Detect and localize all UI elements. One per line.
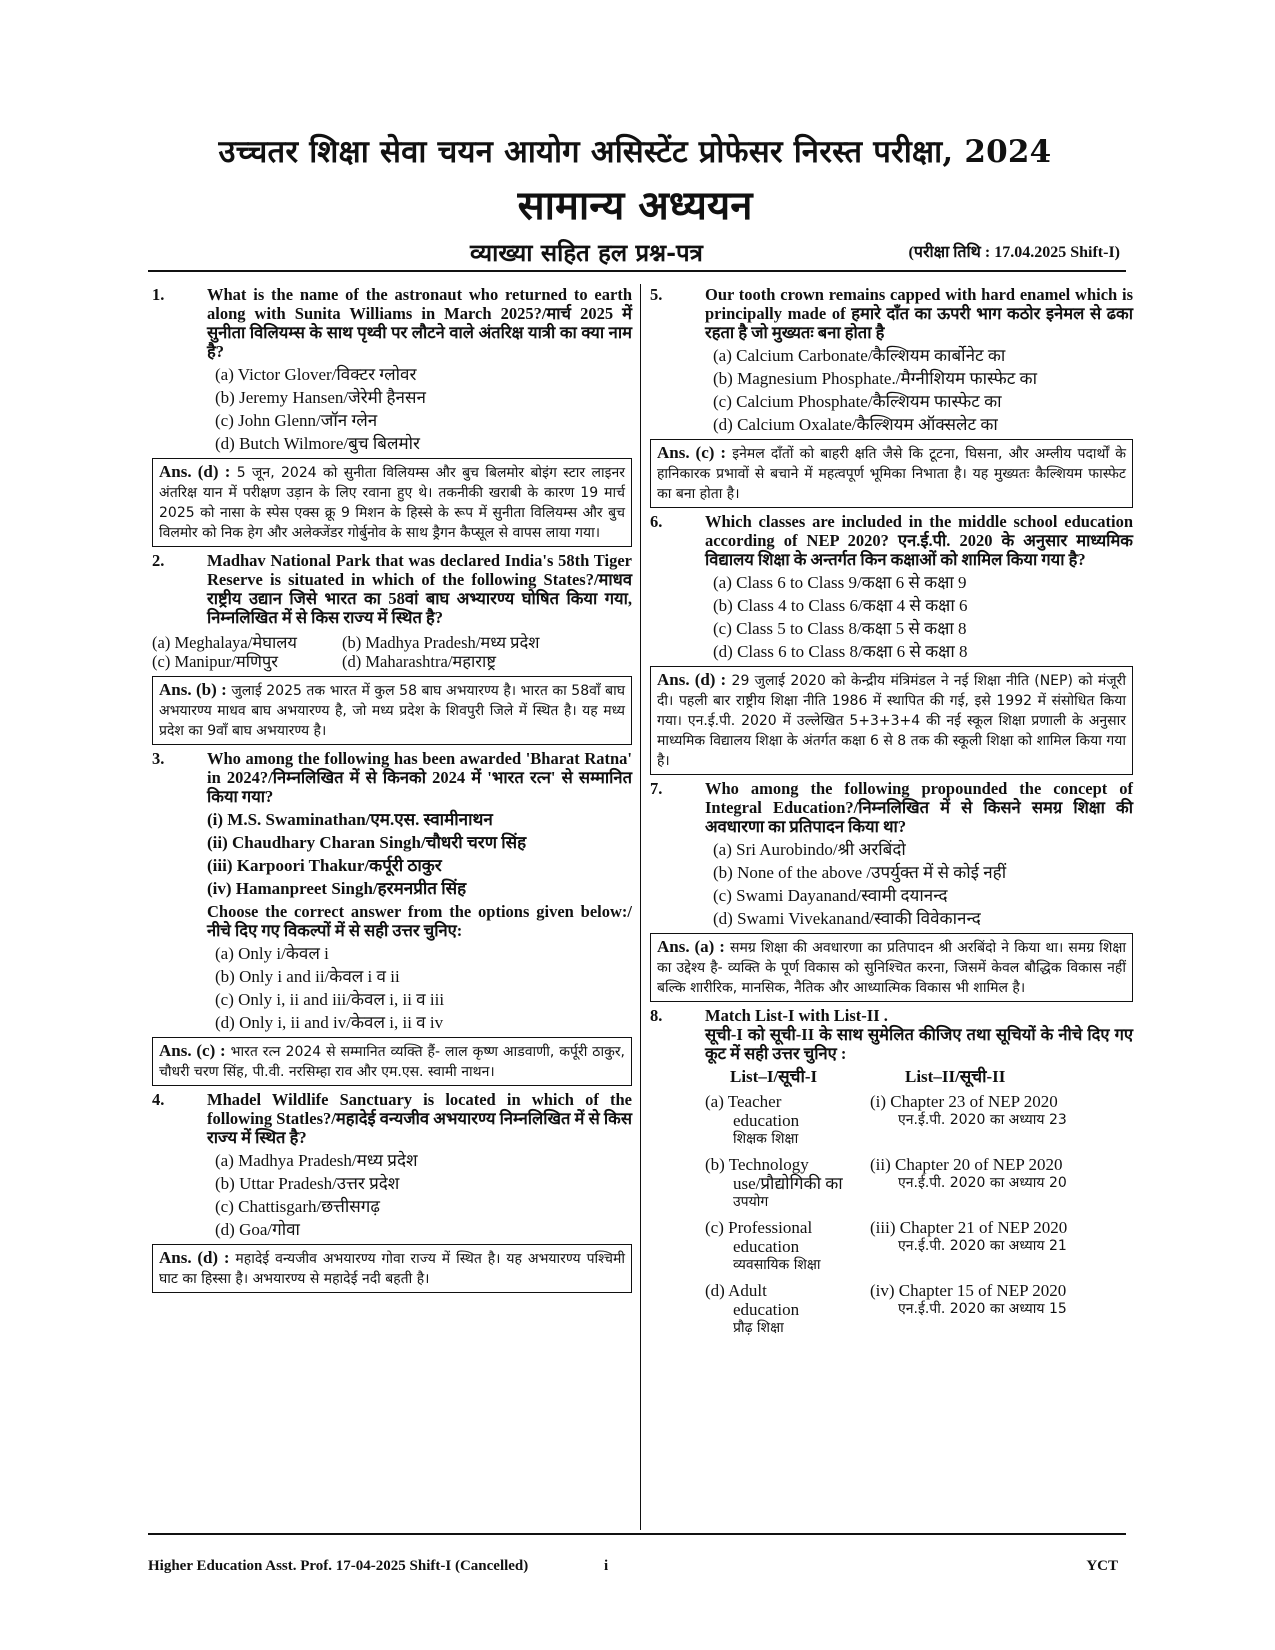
options-grid <box>152 633 632 671</box>
question-5 <box>650 285 1133 434</box>
question-4 <box>152 1090 632 1239</box>
answer-label: Ans. (a) : <box>657 937 725 956</box>
question-1 <box>152 285 632 453</box>
column-divider <box>640 284 641 1530</box>
subject-title: सामान्य अध्ययन <box>517 182 753 229</box>
item-label-hi: व्यवसायिक शिक्षा <box>733 1257 821 1273</box>
question-3 <box>152 749 632 1032</box>
list-1-item <box>705 1281 870 1338</box>
answer-box-3 <box>152 1037 632 1086</box>
question-7 <box>650 779 1133 928</box>
answer-explanation: महादेई वन्यजीव अभयारण्य गोवा राज्य में स्थित है। यह अभयारण्य पश्चिमी घाट का हिस्सा है। अभयारण्य से महादेई नदी बहती है। <box>159 1251 625 1287</box>
option-b: (b) None of the above /उपर्युक्त में से कोई नहीं <box>713 863 1007 882</box>
question-number: 6. <box>650 512 663 531</box>
question-number: 2. <box>152 551 165 570</box>
item-label: (i) Chapter 23 of NEP 2020 <box>870 1092 1058 1111</box>
answer-label: Ans. (c) : <box>657 443 727 462</box>
answer-explanation: 5 जून, 2024 को सुनीता विलियम्स और बुच बिलमोर बोइंग स्टार लाइनर अंतरिक्ष यान में परीक्षण उड़ान के लिए रवाना हुए थे। तकनीकी खराबी के कारण 19 मार्च 2025 को नासा के स्पेस एक्स क्रू 9 मिशन के हिस्से के रूप में सुनीता विलियम्स और बुच विलमोर को निक हेग और अलेक्जेंडर गोर्बुनोव के साथ ड्रैगन कैप्सूल से वापस लाया गया। <box>159 465 625 541</box>
answer-explanation: जुलाई 2025 तक भारत में कुल 58 बाघ अभयारण्य है। भारत का 58वाँ बाघ अभयारण्य माधव बाघ अभयारण्य है, जो मध्य प्रदेश के शिवपुरी जिले में स्थित है। यह मध्य प्रदेश का 9वाँ बाघ अभयारण्य है। <box>159 683 625 739</box>
statement-i: (i) M.S. Swaminathan/एम.एस. स्वामीनाथन <box>207 810 493 829</box>
item-label-hi: एन.ई.पी. 2020 का अध्याय 21 <box>898 1238 1067 1254</box>
answer-explanation: समग्र शिक्षा की अवधारणा का प्रतिपादन श्री अरबिंदो ने किया था। समग्र शिक्षा का उद्देश्य है- व्यक्ति के पूर्ण विकास को सुनिश्चित करना, जिसमें केवल बौद्धिक विकास नहीं बल्कि शारीरिक, मानसिक, नैतिक और आध्यात्मिक विकास भी शामिल है। <box>657 940 1126 996</box>
exam-date: (परीक्षा तिथि : 17.04.2025 Shift-I) <box>908 244 1120 261</box>
footer-divider <box>148 1533 1126 1535</box>
option-c: (c) John Glenn/जॉन ग्लेन <box>215 411 378 430</box>
option-d: (d) Swami Vivekanand/स्वाकी विवेकानन्द <box>713 909 981 928</box>
option-a: (a) Victor Glover/विक्टर ग्लोवर <box>215 365 417 384</box>
statement-iii: (iii) Karpoori Thakur/कर्पूरी ठाकुर <box>207 856 442 875</box>
item-label-hi: उपयोग <box>733 1194 769 1210</box>
question-text: Who among the following has been awarded 'Bharat Ratna' in 2024?/निम्नलिखित में से किनको 2024 में 'भारत रत्न' से सम्मानित किया गया? <box>207 749 632 806</box>
question-text: Mhadel Wildlife Sanctuary is located in which of the following Statles?/महादेई वन्यजीव अभयारण्य निम्नलिखित में से किस राज्य में स्थित है? <box>207 1090 632 1147</box>
list-2-item <box>870 1218 1110 1275</box>
answer-label: Ans. (b) : <box>159 680 227 699</box>
item-label-cont: education <box>733 1111 800 1130</box>
question-number: 7. <box>650 779 663 798</box>
question-text: Who among the following propounded the concept of Integral Education?/निम्नलिखित में से किसने समग्र शिक्षा की अवधारणा का प्रतिपादन किया था? <box>705 779 1133 836</box>
option-d: (d) Maharashtra/महाराष्ट्र <box>342 652 496 671</box>
answer-label: Ans. (d) : <box>159 1248 230 1267</box>
answer-explanation: 29 जुलाई 2020 को केन्द्रीय मंत्रिमंडल ने नई शिक्षा नीति (NEP) को मंजूरी दी। पहली बार राष्ट्रीय शिक्षा नीति 1986 में स्थापित की गई, इसे 1992 में संसोधित किया गया। एन.ई.पी. 2020 में उल्लेखित 5+3+3+4 की नई स्कूल शिक्षा प्रणाली के अनुसार माध्यमिक विद्यालय शिक्षा के अंतर्गत कक्षा 6 से 8 तक की स्कूली शिक्षा को शामिल किया गया है। <box>657 673 1126 769</box>
question-number: 5. <box>650 285 663 304</box>
list-2-item <box>870 1092 1110 1149</box>
question-text-hi: सूची-I को सूची-II के साथ सुमेलित कीजिए तथा सूचियों के नीचे दिए गए कूट में सही उत्तर चुनिए : <box>705 1025 1133 1063</box>
item-label: (iii) Chapter 21 of NEP 2020 <box>870 1218 1068 1237</box>
item-label-hi: प्रौढ़ शिक्षा <box>733 1320 784 1336</box>
match-row-b <box>705 1155 1133 1212</box>
question-number: 1. <box>152 285 165 304</box>
option-c: (c) Class 5 to Class 8/कक्षा 5 से कक्षा 8 <box>713 619 967 638</box>
question-text: Our tooth crown remains capped with hard enamel which is principally made of हमारे दाँत का ऊपरी भाग कठोर इनेमल से ढका रहता है जो मुख्यतः बना होता है <box>705 285 1133 342</box>
answer-box-6 <box>650 666 1133 775</box>
option-b: (b) Magnesium Phosphate./मैग्नीशियम फास्फेट का <box>713 369 1037 388</box>
option-c: (c) Swami Dayanand/स्वामी दयानन्द <box>713 886 948 905</box>
answer-box-4 <box>152 1244 632 1293</box>
option-d: (d) Goa/गोवा <box>215 1220 300 1239</box>
question-8 <box>650 1006 1133 1338</box>
option-a: (a) Sri Aurobindo/श्री अरबिंदो <box>713 840 906 859</box>
question-number: 3. <box>152 749 165 768</box>
answer-box-2 <box>152 676 632 745</box>
option-d: (d) Class 6 to Class 8/कक्षा 6 से कक्षा 8 <box>713 642 968 661</box>
option-c: (c) Only i, ii and iii/केवल i, ii व iii <box>215 990 445 1009</box>
item-label-cont: education <box>733 1300 800 1319</box>
question-number: 4. <box>152 1090 165 1109</box>
item-label: (b) Technology <box>705 1155 809 1174</box>
option-a: (a) Class 6 to Class 9/कक्षा 6 से कक्षा 9 <box>713 573 967 592</box>
instruction: Choose the correct answer from the options given below:/नीचे दिए गए विकल्पों में से सही उत्तर चुनिए: <box>207 902 632 940</box>
right-column <box>650 285 1133 1340</box>
item-label-cont: education <box>733 1237 800 1256</box>
list-2-item <box>870 1281 1110 1338</box>
statement-iv: (iv) Hamanpreet Singh/हरमनप्रीत सिंह <box>207 879 467 898</box>
option-b: (b) Jeremy Hansen/जेरेमी हैनसन <box>215 388 426 407</box>
match-list-headers <box>705 1067 1133 1086</box>
match-row-c <box>705 1218 1133 1275</box>
subtitle-row <box>140 236 1130 270</box>
question-text: Which classes are included in the middle school education according of NEP 2020? एन.ई.पी. 2020 के अनुसार माध्यमिक विद्यालय शिक्षा के अन्तर्गत किन कक्षाओं को शामिल किया गया है? <box>705 512 1133 569</box>
statement-ii: (ii) Chaudhary Charan Singh/चौधरी चरण सिंह <box>207 833 527 852</box>
item-label: (iv) Chapter 15 of NEP 2020 <box>870 1281 1067 1300</box>
match-row-d <box>705 1281 1133 1338</box>
option-c: (c) Chattisgarh/छत्तीसगढ़ <box>215 1197 380 1216</box>
list-1-item <box>705 1218 870 1275</box>
item-label: (c) Professional <box>705 1218 813 1237</box>
answer-box-1 <box>152 458 632 547</box>
list-1-item <box>705 1155 870 1212</box>
match-row-a <box>705 1092 1133 1149</box>
page-footer <box>148 1558 1126 1580</box>
question-6 <box>650 512 1133 661</box>
answer-box-7 <box>650 933 1133 1002</box>
question-text: Madhav National Park that was declared India's 58th Tiger Reserve is situated in which of the following States?/माधव राष्ट्रीय उद्यान जिसे भारत का 58वां बाघ अभ्यारण्य घोषित किया गया, निम्नलिखित में से किस राज्य में स्थित है? <box>207 551 632 627</box>
footer-exam-info: Higher Education Asst. Prof. 17-04-2025 Shift-I (Cancelled) <box>148 1558 529 1574</box>
header-divider <box>148 270 1126 272</box>
item-label-cont: use/प्रौद्योगिकी का <box>733 1174 843 1193</box>
answer-box-5 <box>650 439 1133 508</box>
item-label-hi: एन.ई.पी. 2020 का अध्याय 15 <box>898 1301 1067 1317</box>
answer-label: Ans. (d) : <box>657 670 727 689</box>
option-d: (d) Butch Wilmore/बुच बिलमोर <box>215 434 420 453</box>
item-label-hi: एन.ई.पी. 2020 का अध्याय 23 <box>898 1112 1067 1128</box>
option-b: (b) Class 4 to Class 6/कक्षा 4 से कक्षा 6 <box>713 596 968 615</box>
item-label: (d) Adult <box>705 1281 767 1300</box>
option-b: (b) Only i and ii/केवल i व ii <box>215 967 400 986</box>
list-1-item <box>705 1092 870 1149</box>
option-a: (a) Only i/केवल i <box>215 944 329 963</box>
item-label-hi: एन.ई.पी. 2020 का अध्याय 20 <box>898 1175 1067 1191</box>
item-label: (ii) Chapter 20 of NEP 2020 <box>870 1155 1063 1174</box>
answer-label: Ans. (c) : <box>159 1041 226 1060</box>
question-text: What is the name of the astronaut who returned to earth along with Sunita Williams in March 2025?/मार्च 2025 में सुनीता विलियम्स के साथ पृथ्वी पर लौटने वाले अंतरिक्ष यात्री का क्या नाम है? <box>207 285 632 361</box>
option-c: (c) Calcium Phosphate/कैल्शियम फास्फेट का <box>713 392 1002 411</box>
option-b: (b) Madhya Pradesh/मध्य प्रदेश <box>342 633 540 652</box>
option-d: (d) Calcium Oxalate/कैल्शियम ऑक्सलेट का <box>713 415 998 434</box>
question-text-en: Match List-I with List-II . <box>705 1006 888 1025</box>
page-number: i <box>604 1558 609 1574</box>
item-label: (a) Teacher <box>705 1092 782 1111</box>
question-2 <box>152 551 632 671</box>
list-1-header: List–I/सूची-I <box>730 1067 818 1086</box>
list-2-header: List–II/सूची-II <box>905 1067 1006 1086</box>
paper-subtitle: व्याख्या सहित हल प्रश्न-पत्र <box>470 238 703 267</box>
publisher-mark: YCT <box>1086 1558 1118 1574</box>
option-a: (a) Madhya Pradesh/मध्य प्रदेश <box>215 1151 418 1170</box>
list-2-item <box>870 1155 1110 1212</box>
option-a: (a) Meghalaya/मेघालय <box>152 633 297 652</box>
option-c: (c) Manipur/मणिपुर <box>152 652 279 671</box>
option-b: (b) Uttar Pradesh/उत्तर प्रदेश <box>215 1174 400 1193</box>
option-a: (a) Calcium Carbonate/कैल्शियम कार्बोनेट का <box>713 346 1006 365</box>
question-number: 8. <box>650 1006 663 1025</box>
answer-explanation: इनेमल दाँतों को बाहरी क्षति जैसे कि टूटना, घिसना, और अम्लीय पदार्थों के हानिकारक प्रभावों से बचाने में महत्वपूर्ण भूमिका निभाता है। यह मुख्यतः कैल्शियम फास्फेट का बना होता है। <box>657 446 1126 502</box>
option-d: (d) Only i, ii and iv/केवल i, ii व iv <box>215 1013 444 1032</box>
item-label-hi: शिक्षक शिक्षा <box>733 1131 799 1147</box>
left-column <box>152 285 632 1297</box>
answer-label: Ans. (d) : <box>159 462 231 481</box>
answer-explanation: भारत रत्न 2024 से सम्मानित व्यक्ति हैं- लाल कृष्ण आडवाणी, कर्पूरी ठाकुर, चौधरी चरण सिंह, पी.वी. नरसिम्हा राव और एम.एस. स्वामी नाथन। <box>159 1044 625 1080</box>
exam-title: उच्चतर शिक्षा सेवा चयन आयोग असिस्टेंट प्रोफेसर निरस्त परीक्षा, 2024 <box>218 134 1052 170</box>
